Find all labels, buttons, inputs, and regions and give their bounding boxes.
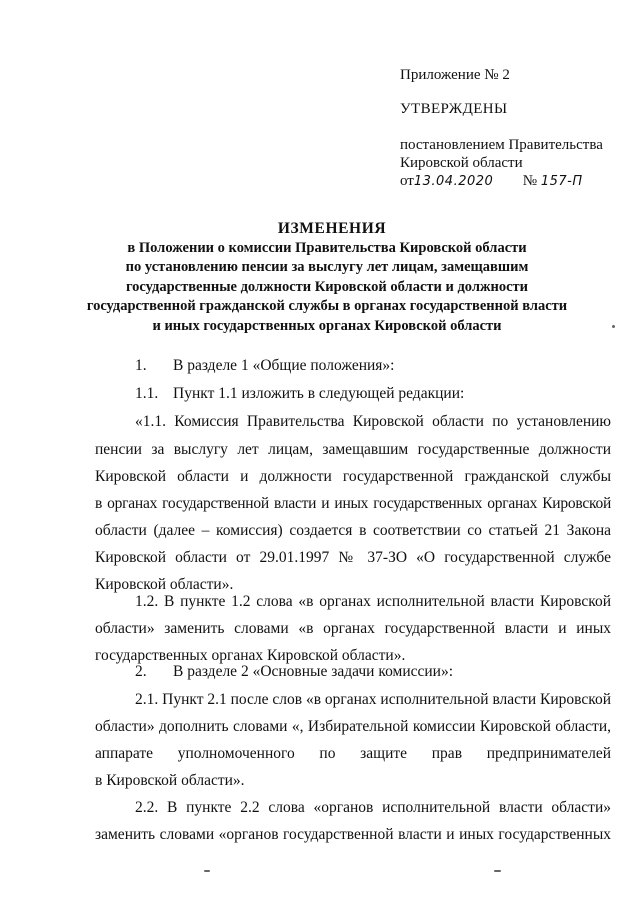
quote-line: Кировской области».	[95, 576, 234, 593]
item-2-1-line: 2.1. Пункт 2.1 после слов «в органах исполнительной власти Кировской	[135, 691, 612, 708]
subtitle-line: и иных государственных органах Кировской области	[152, 317, 502, 334]
scan-dot	[494, 870, 501, 872]
quote-line: пенсии за выслугу лет лицам, замещавшим государственные должности	[95, 441, 611, 458]
subtitle-line: в Положении о комиссии Правительства Кировской области	[127, 240, 527, 256]
subtitle-line: по установлению пенсии за выслугу лет лицам, замещавшим	[125, 259, 529, 276]
item-2-1-line: в Кировской области».	[95, 772, 245, 789]
subtitle-line: государственные должности Кировской области и должности	[125, 278, 529, 295]
quote-line: Кировской области и должности государственной гражданской службы	[95, 468, 611, 485]
document-subtitle	[86, 239, 568, 336]
item-text: В разделе 1 «Общие положения»:	[173, 357, 395, 374]
scan-dot	[204, 870, 210, 872]
item-2-1-line: области» дополнить словами «, Избирательной комиссии Кировской области,	[95, 718, 611, 735]
handwritten-date: 13.04.2020	[413, 174, 494, 189]
item-2-2-line: 2.2. В пункте 2.2 слова «органов исполнительной власти области»	[135, 799, 611, 816]
appendix-label: Приложение № 2	[400, 67, 510, 83]
item-text: В разделе 2 «Основные задачи комиссии»:	[173, 663, 454, 680]
resolution-date-line	[400, 172, 583, 191]
quote-line: «1.1. Комиссия Правительства Кировской области по установлению	[135, 413, 611, 430]
quote-line: в органах государственной власти и иных государственных органах Кировской	[95, 495, 611, 512]
resolution-line-2: Кировской области	[400, 155, 523, 171]
item-text: Пункт 1.1 изложить в следующей редакции:	[173, 385, 465, 402]
quote-line: Кировской области от 29.01.1997 № 37-ЗО «О государственной службе	[95, 549, 611, 566]
quote-line: области (далее – комиссия) создается в соответствии со статьей 21 Закона	[95, 522, 611, 539]
handwritten-number: 157-П	[540, 174, 583, 189]
item-2	[135, 662, 453, 681]
date-prefix: от	[400, 173, 414, 189]
approved-label: УТВЕРЖДЕНЫ	[400, 101, 508, 117]
item-number: 2.	[135, 663, 147, 680]
item-number: 1.	[135, 357, 147, 374]
item-number: 1.1.	[135, 385, 159, 402]
item-1-2-line: области» заменить словами «в органах государственной власти и иных	[95, 620, 611, 637]
item-1	[135, 356, 394, 375]
item-1-2-line: государственных органах Кировской области».	[95, 647, 406, 664]
item-1-2-line: 1.2. В пункте 1.2 слова «в органах исполнительной власти Кировской	[135, 593, 611, 610]
scan-dot	[612, 325, 615, 328]
item-2-1-line: аппарате уполномоченного по защите прав предпринимателей	[95, 745, 611, 762]
resolution-line-1: постановлением Правительства	[400, 137, 603, 153]
document-title: ИЗМЕНЕНИЯ	[277, 220, 387, 237]
item-2-2-line: заменить словами «органов государственной власти и иных государственных	[95, 826, 611, 843]
subtitle-line: государственной гражданской службы в органах государственной власти	[86, 298, 568, 315]
number-prefix: №	[522, 173, 538, 189]
item-1-1	[135, 384, 464, 403]
